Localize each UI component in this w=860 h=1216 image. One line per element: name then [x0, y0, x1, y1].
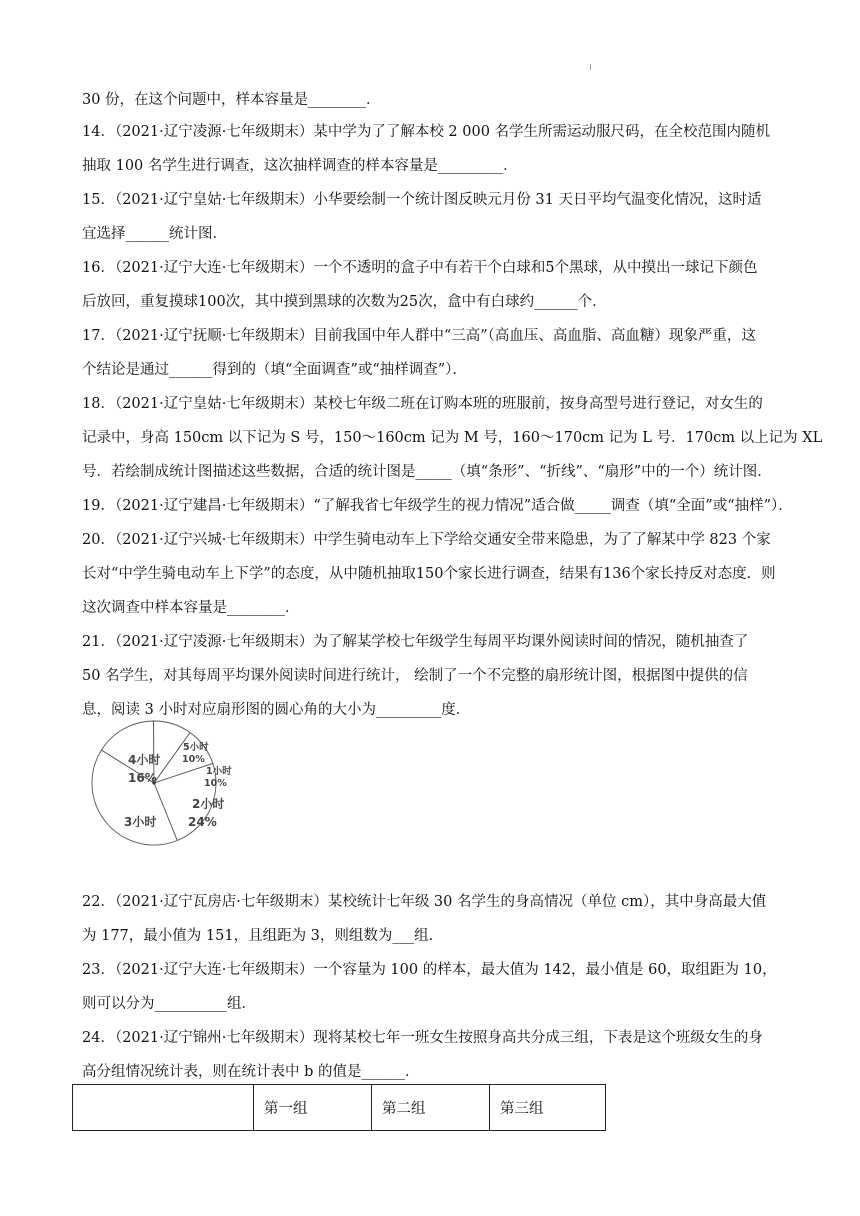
reading-time-pie-chart — [82, 718, 242, 852]
question-21-line-3: 息，阅读 3 小时对应扇形图的圆心角的大小为_________度． — [82, 702, 471, 718]
table-row — [73, 1085, 606, 1131]
question-15-line-1: 15．（2021·辽宁皇姑·七年级期末）小华要绘制一个统计图反映元月份 31 天日平均气温变化情况，这时适 — [82, 192, 762, 208]
question-17-line-2: 个结论是通过______得到的（填“全面调查”或“抽样调查”）． — [82, 362, 467, 378]
question-16-line-1: 16．（2021·辽宁大连·七年级期末）一个不透明的盒子中有若干个白球和5个黑球，从中摸出一球记下颜色 — [82, 260, 758, 276]
question-19-line-1: 19．（2021·辽宁建昌·七年级期末）“了解我省七年级学生的视力情况”适合做_____调查（填“全面”或“抽样”）． — [82, 498, 793, 514]
table-header-cell: 第二组 — [372, 1085, 490, 1131]
question-23-line-2: 则可以分为__________组． — [82, 996, 256, 1012]
page-mark — [590, 64, 591, 70]
question-22-line-2: 为 177，最小值为 151，且组距为 3，则组数为___组． — [82, 928, 444, 944]
table-header-cell: 第三组 — [490, 1085, 606, 1131]
question-20-line-2: 长对“中学生骑电动车上下学”的态度，从中随机抽取150个家长进行调查，结果有136个家长持反对态度．则 — [82, 566, 776, 582]
question-14-line-2: 抽取 100 名学生进行调查，这次抽样调查的样本容量是_________． — [82, 158, 518, 174]
pie-slice-label: 5小时 — [183, 742, 209, 753]
pie-slice-label: 3小时 — [124, 815, 157, 829]
table-header-cell — [73, 1085, 254, 1131]
question-15-line-2: 宜选择______统计图． — [82, 226, 227, 242]
question-20-line-3: 这次调查中样本容量是________． — [82, 600, 300, 616]
question-22-line-1: 22．（2021·辽宁瓦房店·七年级期末）某校统计七年级 30 名学生的身高情况（单位 cm），其中身高最大值 — [82, 894, 767, 910]
question-18-line-2: 记录中，身高 150cm 以下记为 S 号，150～160cm 记为 M 号，160～170cm 记为 L 号．170cm 以上记为 XL — [82, 430, 823, 446]
pie-slice-label: 4小时 — [128, 753, 161, 767]
pie-slice-value-label: 16% — [128, 771, 157, 785]
question-18-line-1: 18．（2021·辽宁皇姑·七年级期末）某校七年级二班在订购本班的班服前，按身高型号进行登记，对女生的 — [82, 396, 763, 412]
question-17-line-1: 17．（2021·辽宁抚顺·七年级期末）目前我国中年人群中“三高”（高血压、高血脂、高血糖）现象严重，这 — [82, 328, 756, 344]
question-24-line-2: 高分组情况统计表，则在统计表中 b 的值是______． — [82, 1064, 420, 1080]
pie-slice-value-label: 10% — [182, 754, 205, 765]
question-23-line-1: 23．（2021·辽宁大连·七年级期末）一个容量为 100 的样本，最大值为 142，最小值是 60，取组距为 10， — [82, 962, 777, 978]
question-20-line-1: 20．（2021·辽宁兴城·七年级期末）中学生骑电动车上下学给交通安全带来隐患，为了了解某中学 823 个家 — [82, 532, 771, 548]
height-group-table — [72, 1084, 606, 1131]
table-header-cell: 第一组 — [254, 1085, 372, 1131]
question-21-line-2: 50 名学生，对其每周平均课外阅读时间进行统计， 绘制了一个不完整的扇形统计图，根据图中提供的信 — [82, 668, 748, 684]
text-line: 30 份，在这个问题中，样本容量是________． — [82, 92, 381, 108]
question-16-line-2: 后放回，重复摸球100次，其中摸到黑球的次数为25次，盒中有白球约______个． — [82, 294, 607, 310]
pie-slice-value-label: 24% — [188, 815, 217, 829]
question-14-line-1: 14．（2021·辽宁凌源·七年级期末）某中学为了了解本校 2 000 名学生所需运动服尺码，在全校范围内随机 — [82, 124, 771, 140]
pie-slice-value-label: 10% — [204, 778, 227, 789]
question-24-line-1: 24．（2021·辽宁锦州·七年级期末）现将某校七年一班女生按照身高共分成三组，下表是这个班级女生的身 — [82, 1030, 763, 1046]
question-21-line-1: 21．（2021·辽宁凌源·七年级期末）为了解某学校七年级学生每周平均课外阅读时间的情况，随机抽查了 — [82, 634, 749, 650]
pie-slice-label: 2小时 — [192, 797, 225, 811]
question-18-line-3: 号．若绘制成统计图描述这些数据，合适的统计图是_____（填“条形”、“折线”、“扇形”中的一个）统计图． — [82, 464, 772, 480]
pie-slice-label: 1小时 — [206, 766, 232, 777]
